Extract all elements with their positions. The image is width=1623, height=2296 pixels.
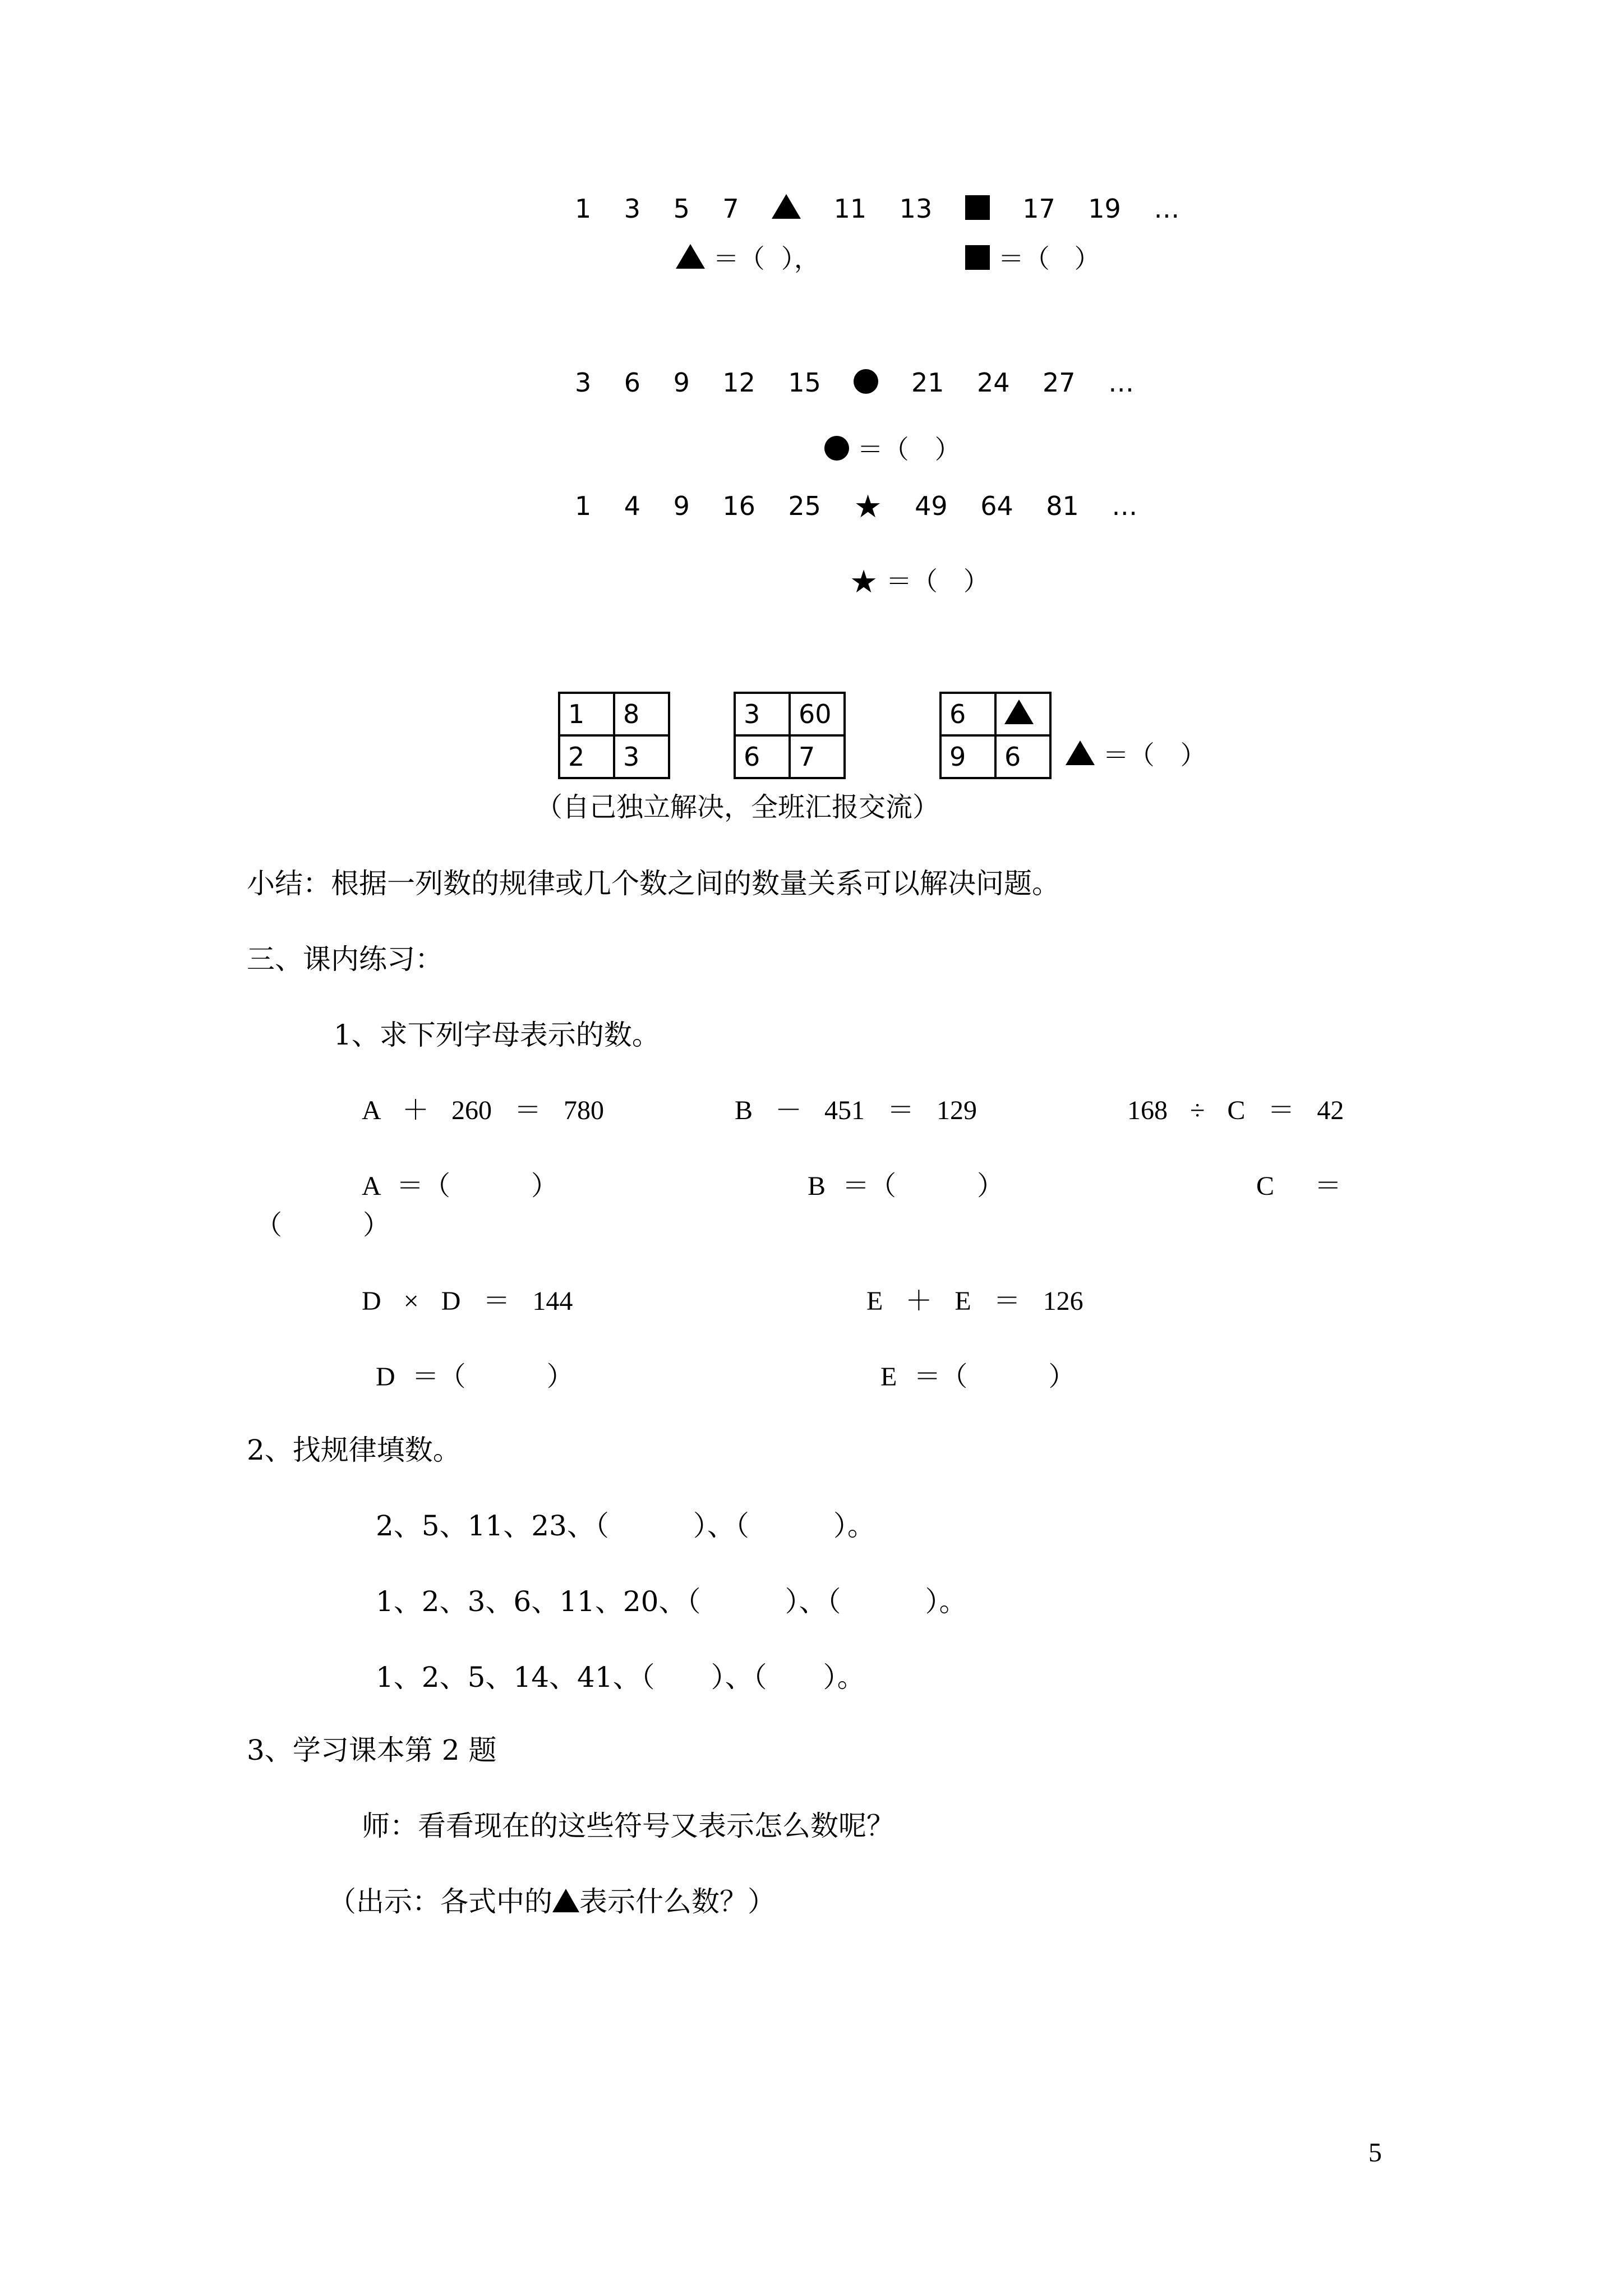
show-line: （出示：各式中的 表示什么数？）: [328, 1885, 776, 1918]
number-grid-2: [734, 692, 846, 779]
star-icon: ★: [854, 489, 882, 525]
answer-d: D ＝（ ）: [376, 1362, 574, 1392]
number-grid-1: [558, 692, 670, 779]
pattern-line-1: 2、5、11、23、（ ）、（ ）。: [376, 1510, 875, 1542]
q2-title: 2、找规律填数。: [247, 1434, 461, 1466]
seq-item: …: [1154, 194, 1180, 224]
pattern-line-2: 1、2、3、6、11、20、（ ）、（ ）。: [376, 1585, 967, 1618]
answer-a: A ＝（ ）: [362, 1171, 559, 1201]
grid-question: ＝（ ）: [1066, 735, 1206, 772]
grid-cell: 3: [735, 693, 790, 735]
seq-item: 13: [899, 194, 933, 224]
circle-icon: [824, 436, 849, 461]
answer-e: E ＝（ ）: [880, 1362, 1076, 1392]
q3-title: 3、学习课本第 2 题: [247, 1734, 497, 1766]
grid-cell: 6: [940, 693, 995, 735]
pattern-line-3: 1、2、5、14、41、（ ）、（ ）。: [376, 1661, 865, 1694]
sequence-2: 3 6 9 12 15 21 24 27 …: [575, 367, 1135, 398]
sequence-3-question: ★ ＝（ ）: [850, 564, 989, 600]
seq-item: 11: [833, 194, 867, 224]
q1-title: 1、求下列字母表示的数。: [334, 1019, 660, 1051]
grid-cell: 1: [559, 693, 614, 735]
triangle-icon: [1066, 740, 1095, 765]
teacher-line: 师：看看现在的这些符号又表示怎么数呢？: [362, 1810, 895, 1842]
grid-note: （自己独立解决，全班汇报交流）: [536, 792, 940, 823]
seq-item: 3: [624, 194, 641, 224]
seq-item: 5: [673, 194, 690, 224]
triangle-icon: [676, 244, 705, 269]
answer-c: C ＝: [1256, 1171, 1342, 1201]
summary-text: 小结：根据一列数的规律或几个数之间的数量关系可以解决问题。: [247, 867, 1060, 900]
triangle-icon: [1004, 700, 1034, 724]
grid-cell: 6: [735, 735, 790, 778]
grid-cell: 2: [559, 735, 614, 778]
answer-c-blank: （ ）: [255, 1211, 390, 1240]
seq-item: 1: [575, 194, 592, 224]
sequence-3: 1 4 9 16 25 ★ 49 64 81 …: [575, 489, 1138, 525]
answer-b: B ＝（ ）: [808, 1171, 1004, 1201]
number-grid-3: [939, 692, 1052, 779]
circle-icon: [854, 369, 878, 394]
grid-cell: 60: [790, 693, 845, 735]
equation-d: D × D ＝ 144: [362, 1286, 573, 1316]
square-icon: [965, 195, 990, 220]
equation-b: B － 451 ＝ 129: [735, 1096, 978, 1125]
triangle-icon: [772, 194, 801, 219]
seq-item: 7: [722, 194, 739, 224]
seq-item: 19: [1088, 194, 1121, 224]
sequence-2-question: ＝（ ）: [824, 429, 961, 466]
star-icon: ★: [850, 564, 878, 600]
grid-cell: 9: [940, 735, 995, 778]
grid-cell: 8: [614, 693, 669, 735]
page-number: 5: [1368, 2138, 1382, 2168]
square-icon: [965, 245, 990, 270]
triangle-icon: [552, 1889, 579, 1912]
grid-cell: 3: [614, 735, 669, 778]
grid-cell: 6: [995, 735, 1050, 778]
seq-item: 17: [1022, 194, 1055, 224]
section-heading: 三、课内练习：: [247, 943, 443, 976]
grid-cell: 7: [790, 735, 845, 778]
equation-c: 168 ÷ C ＝ 42: [1127, 1096, 1344, 1125]
sequence-1: [575, 194, 1179, 224]
grid-cell: [995, 693, 1050, 735]
equation-a: A ＋ 260 ＝ 780: [362, 1096, 605, 1125]
equation-e: E ＋ E ＝ 126: [866, 1286, 1083, 1316]
sequence-1-question: ＝（ ）， ＝（ ）: [676, 238, 1100, 275]
